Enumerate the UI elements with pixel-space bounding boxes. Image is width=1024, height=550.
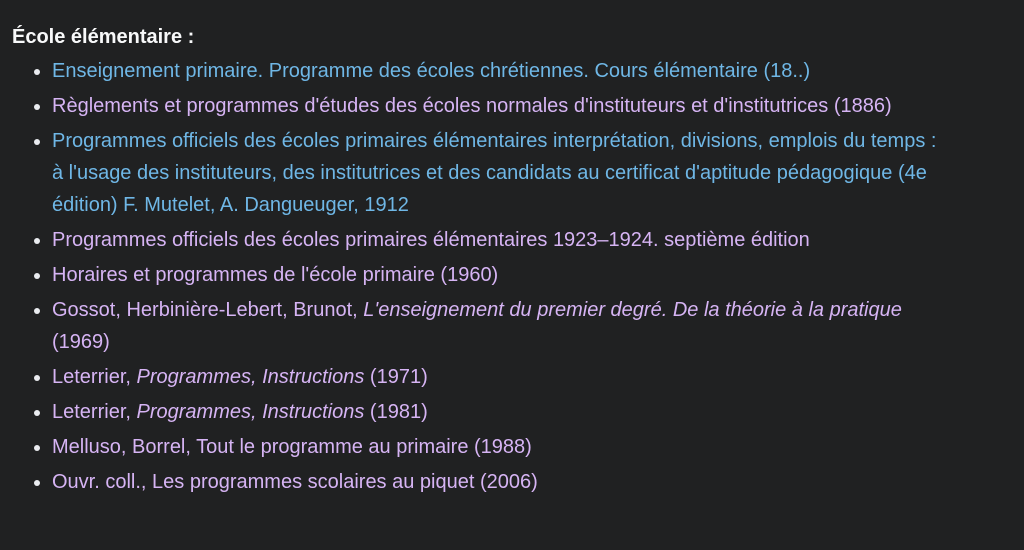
- list-item: [52, 431, 952, 463]
- bullet-icon: [34, 139, 40, 145]
- reference-link[interactable]: Enseignement primaire. Programme des écoles chrétiennes. Cours élémentaire (18..): [52, 60, 811, 82]
- bullet-icon: [34, 445, 40, 451]
- bullet-icon: [34, 238, 40, 244]
- reference-year: (1969): [52, 331, 110, 353]
- reference-link[interactable]: [52, 366, 428, 388]
- list-item: [52, 224, 952, 256]
- reference-link[interactable]: Programmes officiels des écoles primaires élémentaires 1923–1924. septième édition: [52, 229, 810, 251]
- list-item: [52, 466, 952, 498]
- list-item: [52, 55, 952, 87]
- list-item: [52, 90, 952, 122]
- reference-title: Programmes, Instructions: [136, 366, 365, 388]
- bullet-icon: [34, 308, 40, 314]
- list-item: [52, 125, 952, 221]
- bullet-icon: [34, 480, 40, 486]
- list-item: [52, 396, 952, 428]
- reference-authors: Leterrier,: [52, 401, 131, 423]
- section-heading: École élémentaire :: [12, 26, 195, 48]
- bullet-icon: [34, 273, 40, 279]
- reference-link[interactable]: [52, 299, 902, 353]
- reference-link[interactable]: Ouvr. coll., Les programmes scolaires au piquet (2006): [52, 471, 538, 493]
- reference-year: (1971): [369, 366, 428, 388]
- bullet-icon: [34, 410, 40, 416]
- bullet-icon: [34, 69, 40, 75]
- bibliography-list: [12, 55, 1024, 498]
- reference-authors: Gossot, Herbinière-Lebert, Brunot,: [52, 299, 358, 321]
- list-item: [52, 294, 952, 358]
- bullet-icon: [34, 104, 40, 110]
- reference-link[interactable]: Règlements et programmes d'études des écoles normales d'instituteurs et d'institutrices (1886): [52, 95, 892, 117]
- list-item: [52, 361, 952, 393]
- bullet-icon: [34, 375, 40, 381]
- reference-title: L'enseignement du premier degré. De la théorie à la pratique: [363, 299, 902, 321]
- reference-link[interactable]: [52, 401, 428, 423]
- reference-link[interactable]: Melluso, Borrel, Tout le programme au primaire (1988): [52, 436, 532, 458]
- reference-link[interactable]: Programmes officiels des écoles primaires élémentaires interprétation, divisions, emplois du temps : à l'usage des instituteurs, des institutrices et des candidats au certificat d'aptitude pédagogique (4e édition) F. Mutelet, A. Dangueuger, 1912: [52, 130, 937, 216]
- reference-title: Programmes, Instructions: [136, 401, 365, 423]
- list-item: [52, 259, 952, 291]
- reference-authors: Leterrier,: [52, 366, 131, 388]
- reference-link[interactable]: Horaires et programmes de l'école primaire (1960): [52, 264, 499, 286]
- reference-year: (1981): [369, 401, 428, 423]
